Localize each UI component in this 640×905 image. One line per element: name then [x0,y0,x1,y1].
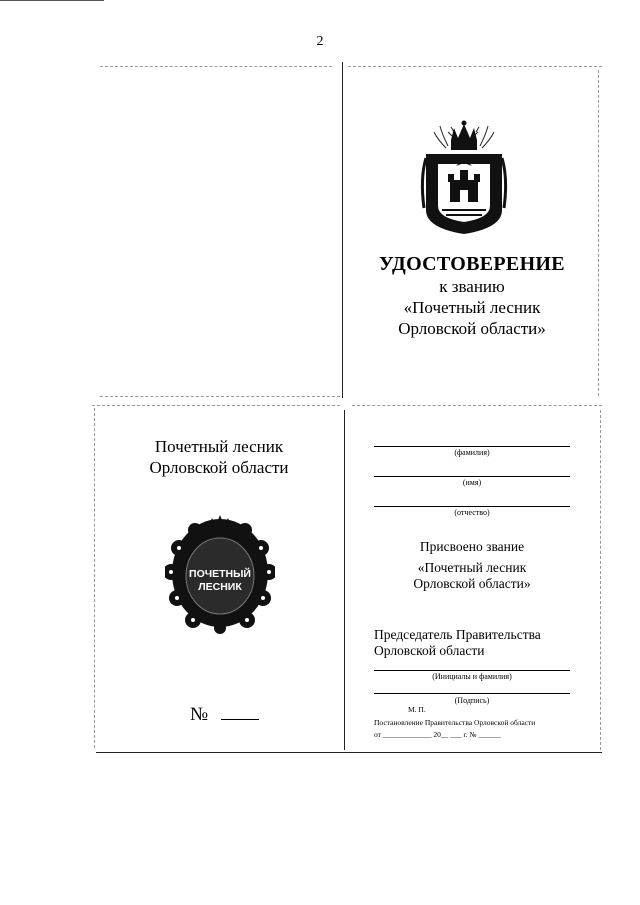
seal-placeholder: М. П. [408,705,426,714]
top-spread-right-border [598,70,599,396]
signature-line [374,693,570,694]
badge-text-line-1: ПОЧЕТНЫЙ [189,568,251,580]
bottom-spread-bottom-border [96,752,602,753]
patronymic-caption: (отчество) [454,508,490,517]
bottom-spread-top-border-left [92,405,340,406]
number-blank-line [221,705,259,720]
bottom-spread-right-border [600,410,601,750]
honorary-badge [165,512,275,634]
certificate-title: УДОСТОВЕРЕНИЕ [379,253,565,275]
initials-line [374,670,570,671]
awarded-title-line-2: Орловской области» [413,576,531,591]
top-spread-fold [342,62,343,398]
coat-of-arms-icon [418,118,510,238]
certificate-title-line-1: «Почетный лесник [403,298,541,317]
number-label: № [190,704,209,725]
certificate-subtitle: к званию [439,277,505,296]
top-edge-line [0,0,104,1]
badge-page-title-line-1: Почетный лесник [154,437,284,456]
initials-caption: (Инициалы и фамилия) [432,672,512,681]
top-spread-bottom-border [100,396,340,397]
badge-page-title-line-2: Орловской области [149,458,289,477]
surname-caption: (фамилия) [454,448,490,457]
patronymic-line [374,506,570,507]
badge-text-line-2: ЛЕСНИК [198,581,242,593]
surname-line [374,446,570,447]
top-spread-top-border-right [348,66,602,67]
name-line [374,476,570,477]
top-spread-top-border-left [100,66,332,67]
awarded-title-line-1: «Почетный лесник [417,560,527,575]
number-field [190,704,259,726]
certificate-title-line-2: Орловской области» [398,319,546,338]
signature-caption: (Подпись) [454,696,490,705]
decree-date: от _____________ 20__ ___ г. № ______ [374,730,501,739]
awarded-text: Присвоено звание [419,539,525,554]
decree-text: Постановление Правительства Орловской области [374,718,536,727]
bottom-spread-top-border-right [352,405,602,406]
page-number: 2 [316,34,324,49]
name-caption: (имя) [462,478,482,487]
chairman-line-2: Орловской области [374,643,485,658]
bottom-spread-fold [344,410,345,750]
chairman-line-1: Председатель Правительства [374,627,541,642]
bottom-spread-left-border [94,408,95,748]
